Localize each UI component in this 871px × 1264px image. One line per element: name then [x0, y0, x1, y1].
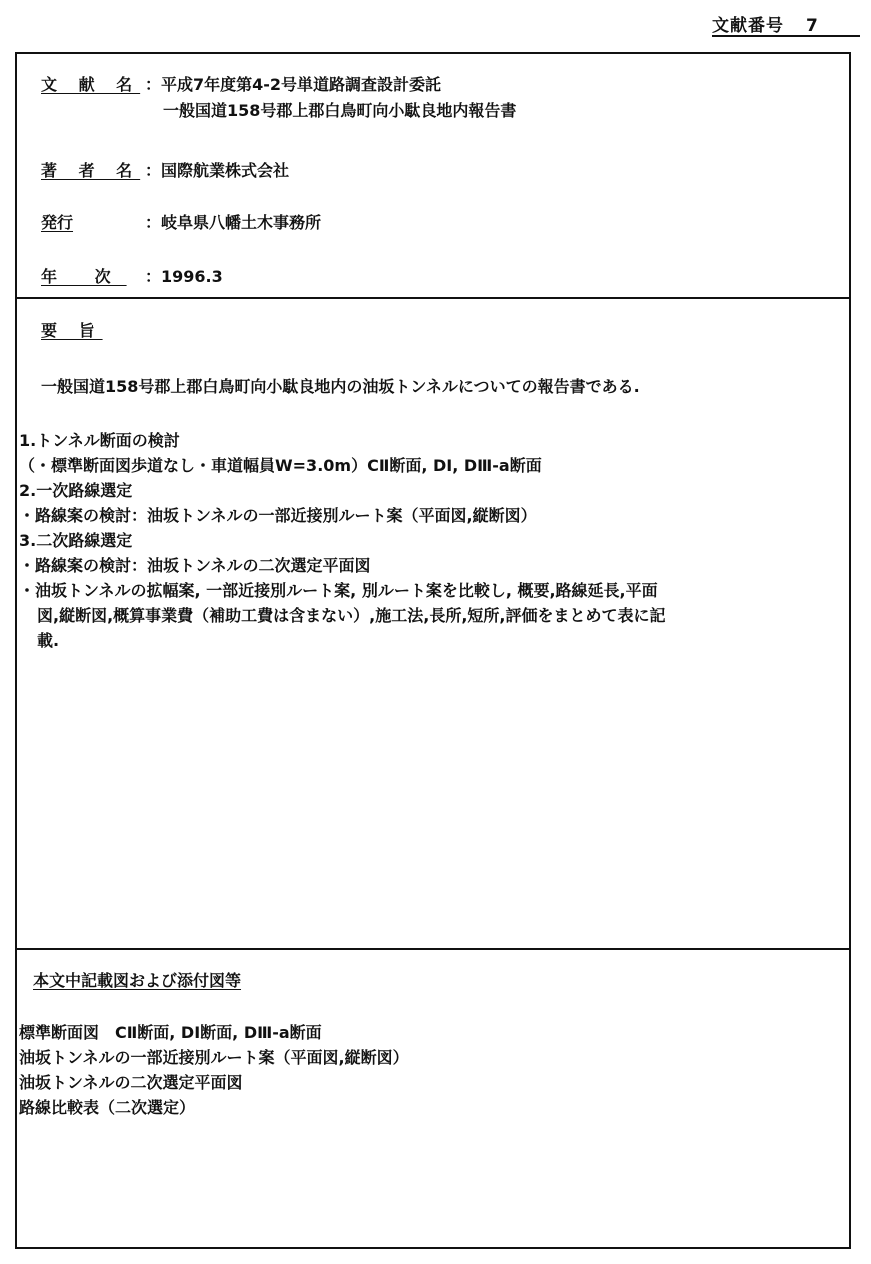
summary-title: 要 旨: [41, 321, 103, 340]
author-label: 著 者 名: [41, 161, 141, 180]
figures-title: 本文中記載図および添付図等: [33, 971, 242, 990]
summary-line: ・路線案の検討：油坂トンネルの一部近接別ルート案（平面図,縦断図）: [19, 506, 537, 525]
summary-line: ・路線案の検討：油坂トンネルの二次選定平面図: [19, 556, 371, 575]
document-number-value: 7: [806, 16, 819, 36]
summary-line: 3.二次路線選定: [19, 531, 133, 550]
summary-line: （・標準断面図歩道なし・車道幅員W=3.0m）CⅡ断面, DⅠ, DⅢ-a断面: [19, 456, 542, 475]
title-value-line2: 一般国道158号郡上郡白鳥町向小駄良地内報告書: [163, 101, 517, 120]
divider-summary: [17, 948, 849, 950]
document-number: [712, 11, 860, 37]
title-label: 文 献 名: [41, 75, 141, 94]
summary-line: 図,縦断図,概算事業費（補助工費は含まない）,施工法,長所,短所,評価をまとめて表に記: [37, 606, 666, 625]
summary-line: 載.: [37, 631, 60, 650]
divider-header: [17, 297, 849, 299]
title-value-line1: ：平成7年度第4-2号単道路調査設計委託: [145, 75, 442, 94]
year-value: ：1996.3: [145, 267, 223, 286]
document-number-label: 文献番号: [712, 16, 784, 36]
publisher-value: ：岐阜県八幡土木事務所: [145, 213, 322, 232]
document-frame: [15, 52, 851, 1249]
summary-intro: 一般国道158号郡上郡白鳥町向小駄良地内の油坂トンネルについての報告書である.: [41, 377, 640, 396]
year-label: 年 次: [41, 267, 127, 286]
figure-item: 油坂トンネルの二次選定平面図: [19, 1073, 243, 1092]
figure-item: 油坂トンネルの一部近接別ルート案（平面図,縦断図）: [19, 1048, 409, 1067]
figure-item: 標準断面図 CⅡ断面, DⅠ断面, DⅢ-a断面: [19, 1023, 322, 1042]
publisher-label: 発行: [41, 213, 74, 232]
figure-item: 路線比較表（二次選定）: [19, 1098, 196, 1117]
summary-line: 2.一次路線選定: [19, 481, 133, 500]
title-value: [145, 72, 516, 121]
summary-line: 1.トンネル断面の検討: [19, 431, 180, 450]
author-value: ：国際航業株式会社: [145, 161, 290, 180]
summary-line: ・油坂トンネルの拡幅案, 一部近接別ルート案, 別ルート案を比較し, 概要,路線延長,平面: [19, 581, 658, 600]
